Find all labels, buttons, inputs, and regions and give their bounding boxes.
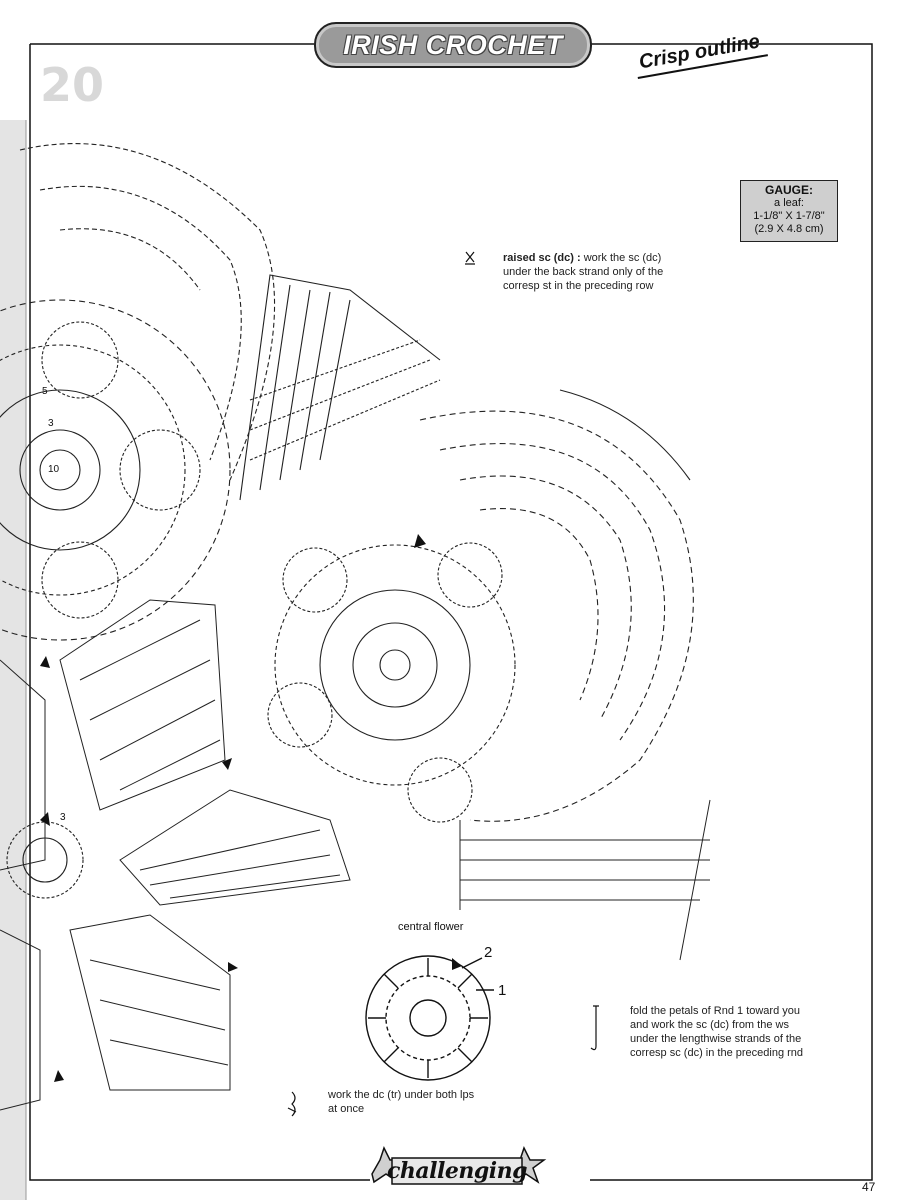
rnd-label-2: 2 bbox=[484, 944, 493, 961]
gauge-line-2: 1-1/8" X 1-7/8" bbox=[753, 210, 825, 222]
large-motif-center bbox=[268, 390, 693, 822]
leaves bbox=[0, 600, 350, 1110]
fold-petals-note: fold the petals of Rnd 1 toward you and work the sc (dc) from the ws under the lengthwise strands of the corresp sc (dc) in the preceding rnd bbox=[630, 1005, 804, 1059]
central-flower-label: central flower bbox=[398, 921, 464, 933]
round-number: 10 bbox=[48, 464, 60, 475]
work-dc-note: work the dc (tr) under both lps at once bbox=[328, 1089, 475, 1115]
pattern-number: 20 bbox=[40, 58, 105, 112]
gauge-line-3: (2.9 X 4.8 cm) bbox=[754, 223, 824, 235]
raised-stitch-term: raised sc (dc) : bbox=[503, 252, 581, 264]
raised-symbol-icon bbox=[465, 252, 475, 264]
fold-symbol-icon bbox=[591, 1006, 599, 1050]
page-number: 47 bbox=[862, 1180, 876, 1194]
binding-shadow bbox=[0, 120, 26, 1200]
gauge-label: GAUGE: bbox=[765, 183, 813, 197]
double-stitch-symbol-icon bbox=[288, 1092, 296, 1116]
round-number: 3 bbox=[48, 418, 54, 429]
subtitle: Crisp outline bbox=[633, 29, 768, 79]
round-number: 3 bbox=[60, 812, 66, 823]
fringe-bottom-right bbox=[460, 800, 710, 960]
gauge-line-1: a leaf: bbox=[774, 197, 804, 209]
raised-stitch-note bbox=[503, 251, 673, 293]
central-flower-diagram bbox=[366, 956, 494, 1080]
fan-top bbox=[240, 275, 440, 500]
difficulty-rating: challenging bbox=[387, 1158, 527, 1184]
direction-arrows bbox=[40, 534, 462, 1082]
rnd-label-1: 1 bbox=[498, 982, 507, 999]
round-number: 5 bbox=[42, 386, 48, 397]
page-title: IRISH CROCHET bbox=[314, 22, 592, 68]
raised-stitch-text: work the sc (dc) under the back strand only of the corresp st in the preceding row bbox=[503, 252, 664, 292]
gauge-box bbox=[740, 180, 838, 242]
